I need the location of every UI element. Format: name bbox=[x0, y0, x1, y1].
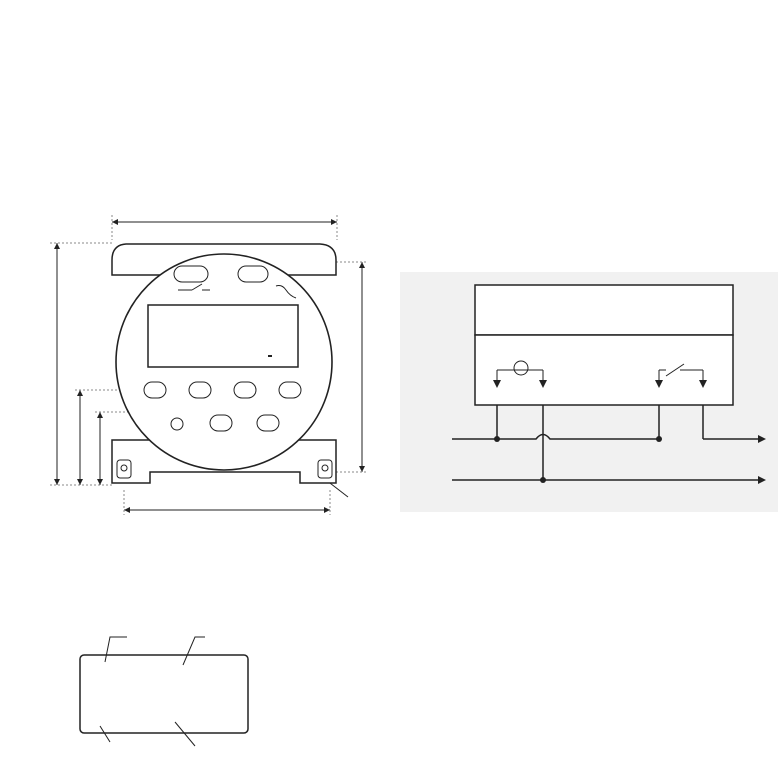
switch-symbol bbox=[174, 266, 208, 282]
lcd-mode bbox=[268, 355, 272, 357]
wiring-diagram bbox=[400, 270, 780, 520]
lcd-screen bbox=[148, 305, 298, 367]
timer-device-drawing bbox=[0, 200, 420, 520]
manual-button bbox=[238, 266, 268, 282]
lcd-legend-diagram bbox=[70, 620, 370, 780]
